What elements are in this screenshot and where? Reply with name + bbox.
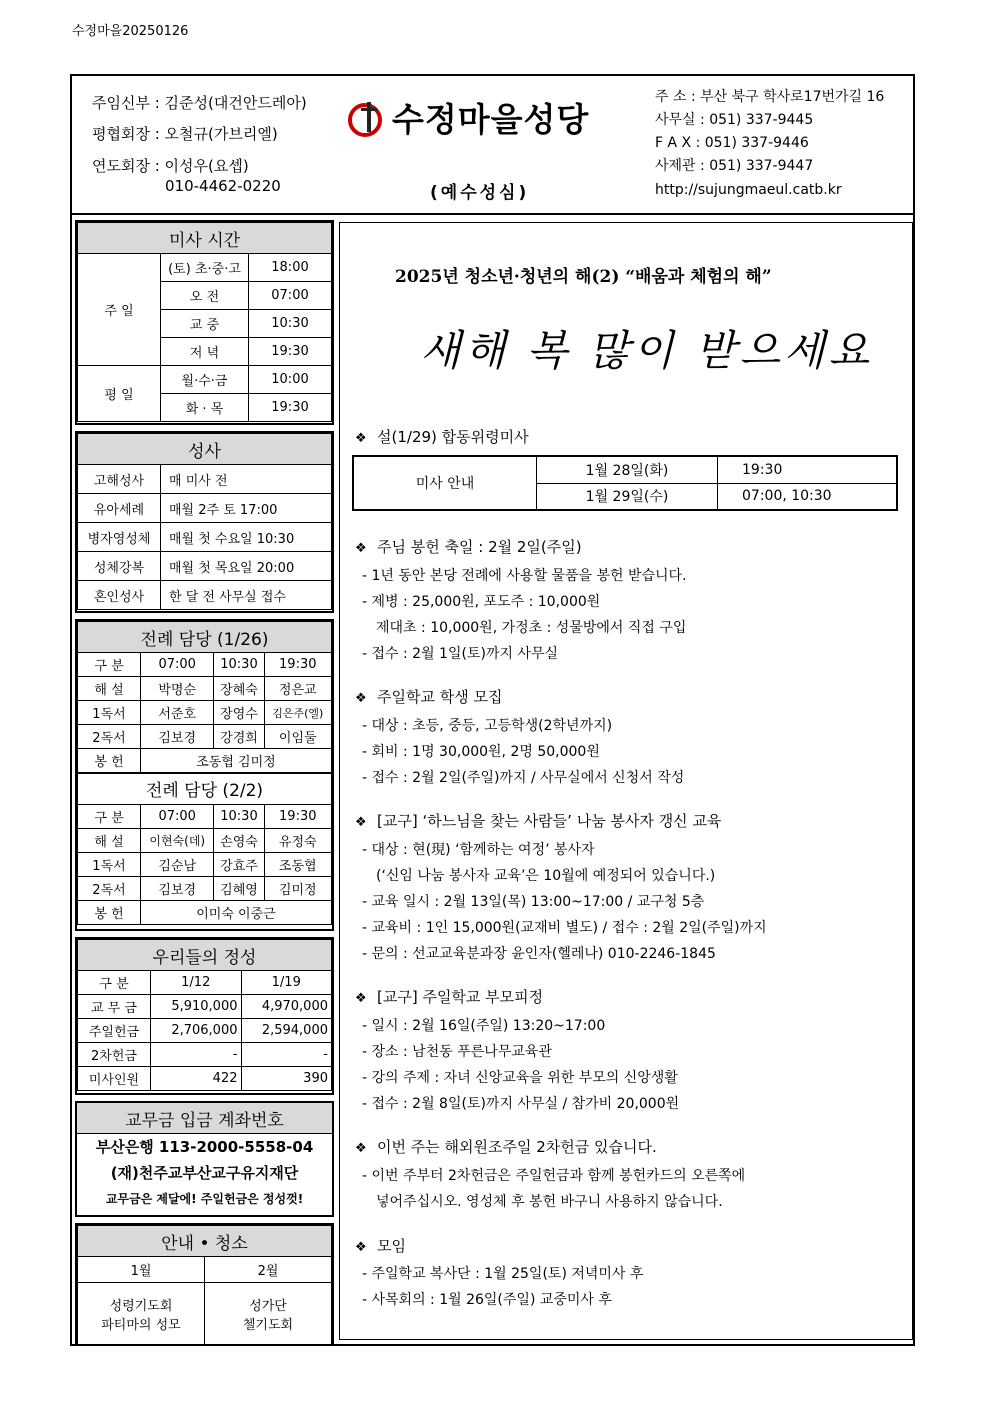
diamond-bullet-icon: ❖ xyxy=(355,1141,367,1156)
header-divider xyxy=(70,213,915,215)
church-logo-icon xyxy=(347,98,387,138)
liturgy-role: 봉 헌 xyxy=(78,900,141,924)
liturgy-person: 김미정 xyxy=(264,876,331,900)
cleaning-month: 1월 xyxy=(78,1257,205,1283)
text-line: - 장소 : 남천동 푸른나무교육관 xyxy=(362,1044,552,1060)
liturgy-person: 김은주(엘) xyxy=(264,701,331,725)
donation-amount: - xyxy=(241,1043,332,1067)
section-heading: ❖ 설(1/29) 합동위령미사 xyxy=(355,428,529,446)
liturgy-person: 김혜영 xyxy=(214,876,264,900)
donation-header: 1/12 xyxy=(151,971,242,995)
liturgy-header: 구 분 xyxy=(78,804,141,828)
mass-time: 18:00 xyxy=(249,254,332,282)
section-heading: ❖ [교구] 주일학교 부모피정 xyxy=(355,988,544,1006)
account-title: 교무금 입금 계좌번호 xyxy=(77,1103,332,1134)
liturgy-person: 서준호 xyxy=(141,701,214,725)
fax-number: F A X : 051) 337-9446 xyxy=(655,135,809,151)
liturgy-role: 해 설 xyxy=(78,828,141,852)
section-heading: ❖ 모임 xyxy=(355,1237,406,1255)
pastor-info: 주임신부 : 김준성(대건안드레아) xyxy=(92,94,307,112)
liturgy-person: 손영숙 xyxy=(214,828,264,852)
sacrament-schedule: 매월 첫 목요일 20:00 xyxy=(161,552,332,581)
sunday-label: 주 일 xyxy=(78,254,161,366)
memorial-time: 07:00, 10:30 xyxy=(718,483,897,510)
liturgy-role: 2독서 xyxy=(78,725,141,749)
liturgy-person: 김보경 xyxy=(141,876,214,900)
mass-times-box xyxy=(75,220,334,425)
account-note: 교무금은 제달에! 주일헌금은 정성껏! xyxy=(105,1192,304,1206)
mass-time: 07:00 xyxy=(249,282,332,310)
mass-name: 교 중 xyxy=(161,310,249,338)
text-line: - 주일학교 복사단 : 1월 25일(토) 저녁미사 후 xyxy=(362,1266,644,1282)
text-line: 제대초 : 10,000원, 가정초 : 성물방에서 직접 구입 xyxy=(376,620,687,636)
cleaning-box xyxy=(75,1223,334,1346)
text-line: - 대상 : 초등, 중등, 고등학생(2학년까지) xyxy=(362,718,613,734)
offering-persons: 이미숙 이중근 xyxy=(141,900,332,924)
cleaning-group: 성가단 xyxy=(249,1298,287,1314)
year-theme-title: 2025년 청소년·청년의 해(2) “배움과 체험의 해” xyxy=(395,267,772,287)
donation-category: 미사인원 xyxy=(78,1067,151,1091)
weekday-label: 평 일 xyxy=(78,366,161,422)
cleaning-groups-jan xyxy=(78,1283,205,1345)
liturgy-header: 19:30 xyxy=(264,653,331,677)
liturgy-header: 19:30 xyxy=(264,804,331,828)
memorial-date: 1월 28일(화) xyxy=(537,457,718,484)
offering-persons: 조동협 김미정 xyxy=(141,749,332,773)
mass-name: 저 녁 xyxy=(161,338,249,366)
donation-category: 2차헌금 xyxy=(78,1043,151,1067)
mass-name: (토) 초·중·고 xyxy=(161,254,249,282)
liturgy-person: 김순남 xyxy=(141,852,214,876)
cleaning-groups-feb xyxy=(205,1283,332,1345)
mass-info-label: 미사 안내 xyxy=(354,457,537,510)
liturgy-role: 1독서 xyxy=(78,701,141,725)
liturgy-role: 1독서 xyxy=(78,852,141,876)
text-line: - 제병 : 25,000원, 포도주 : 10,000원 xyxy=(362,594,601,610)
liturgy-header: 07:00 xyxy=(141,653,214,677)
memorial-date: 1월 29일(수) xyxy=(537,483,718,510)
section-heading: ❖ 주일학교 학생 모집 xyxy=(355,688,503,706)
donation-amount: 4,970,000 xyxy=(241,995,332,1019)
text-line: - 접수 : 2월 2일(주일)까지 / 사무실에서 신청서 작성 xyxy=(362,770,685,786)
mass-time: 19:30 xyxy=(249,394,332,422)
section-heading: ❖ [교구] ‘하느님을 찾는 사람들’ 나눔 봉사자 갱신 교육 xyxy=(355,812,722,830)
mass-times-title: 미사 시간 xyxy=(78,223,332,254)
account-box xyxy=(75,1101,334,1217)
liturgy-person: 박명순 xyxy=(141,677,214,701)
liturgy-person: 정은교 xyxy=(264,677,331,701)
mass-name: 오 전 xyxy=(161,282,249,310)
text-line: - 이번 주부터 2차헌금은 주일헌금과 함께 봉헌카드의 오른쪽에 xyxy=(362,1168,746,1184)
sacrament-schedule: 한 달 전 사무실 접수 xyxy=(161,581,332,610)
liturgy-person: 이현숙(데) xyxy=(141,828,214,852)
diamond-bullet-icon: ❖ xyxy=(355,815,367,830)
sacrament-name: 유아세례 xyxy=(78,494,161,523)
church-name: 수정마을성당 xyxy=(392,100,590,139)
sacrament-name: 혼인성사 xyxy=(78,581,161,610)
cleaning-month: 2월 xyxy=(205,1257,332,1283)
elder-phone: 010-4462-0220 xyxy=(165,177,281,195)
rectory-phone: 사제관 : 051) 337-9447 xyxy=(655,158,814,174)
liturgy-header: 10:30 xyxy=(214,653,264,677)
liturgy-header: 구 분 xyxy=(78,653,141,677)
donation-category: 주일헌금 xyxy=(78,1019,151,1043)
liturgy-role: 2독서 xyxy=(78,876,141,900)
text-line: - 강의 주제 : 자녀 신앙교육을 위한 부모의 신앙생활 xyxy=(362,1070,678,1086)
mass-time: 19:30 xyxy=(249,338,332,366)
liturgy-person: 김보경 xyxy=(141,725,214,749)
liturgy-header: 07:00 xyxy=(141,804,214,828)
sacrament-name: 고해성사 xyxy=(78,465,161,494)
liturgy-person: 유정숙 xyxy=(264,828,331,852)
sacraments-box xyxy=(75,431,334,613)
sacrament-name: 성체강복 xyxy=(78,552,161,581)
donation-amount: 2,594,000 xyxy=(241,1019,332,1043)
liturgy-person: 장영수 xyxy=(214,701,264,725)
memorial-mass-table xyxy=(352,455,898,511)
liturgy-box xyxy=(75,619,334,931)
new-year-greeting: 새해 복 많이 받으세요 xyxy=(420,326,874,375)
elder-info: 연도회장 : 이성우(요셉) xyxy=(92,157,249,175)
cleaning-title: 안내 • 청소 xyxy=(78,1226,332,1257)
liturgy-person: 강경희 xyxy=(214,725,264,749)
text-line: - 교육비 : 1인 15,000원(교재비 별도) / 접수 : 2월 2일(주일)까지 xyxy=(362,920,767,936)
bank-account: 부산은행 113-2000-5558-04 xyxy=(95,1138,314,1157)
memorial-time: 19:30 xyxy=(718,457,897,484)
liturgy-person: 이임둘 xyxy=(264,725,331,749)
sacrament-schedule: 매월 2주 토 17:00 xyxy=(161,494,332,523)
donation-header: 구 분 xyxy=(78,971,151,995)
diamond-bullet-icon: ❖ xyxy=(355,1240,367,1255)
mass-time: 10:30 xyxy=(249,310,332,338)
donations-box xyxy=(75,937,334,1095)
text-line: - 접수 : 2월 1일(토)까지 사무실 xyxy=(362,646,558,662)
office-phone: 사무실 : 051) 337-9445 xyxy=(655,112,814,128)
text-line: - 접수 : 2월 8일(토)까지 사무실 / 참가비 20,000원 xyxy=(362,1096,680,1112)
donation-amount: - xyxy=(151,1043,242,1067)
sacraments-title: 성사 xyxy=(78,434,332,465)
document-id: 수정마을20250126 xyxy=(72,24,189,39)
liturgy-person: 조동협 xyxy=(264,852,331,876)
sacrament-name: 병자영성체 xyxy=(78,523,161,552)
donation-header: 1/19 xyxy=(241,971,332,995)
donation-amount: 2,706,000 xyxy=(151,1019,242,1043)
donations-title: 우리들의 정성 xyxy=(78,940,332,971)
liturgy-person: 장혜숙 xyxy=(214,677,264,701)
mass-name: 월·수·금 xyxy=(161,366,249,394)
diamond-bullet-icon: ❖ xyxy=(355,431,367,446)
cleaning-group: 첼기도회 xyxy=(242,1317,294,1333)
sacrament-schedule: 매 미사 전 xyxy=(161,465,332,494)
text-line: - 사목회의 : 1월 26일(주일) 교중미사 후 xyxy=(362,1292,612,1308)
parish-motto: (예수성심) xyxy=(430,183,530,203)
account-holder: (재)천주교부산교구유지재단 xyxy=(110,1164,299,1182)
donation-category: 교 무 금 xyxy=(78,995,151,1019)
text-line: - 1년 동안 본당 전례에 사용할 물품을 봉헌 받습니다. xyxy=(362,568,687,584)
liturgy-header: 10:30 xyxy=(214,804,264,828)
text-line: - 교육 일시 : 2월 13일(목) 13:00~17:00 / 교구청 5층 xyxy=(362,894,705,910)
text-line: - 회비 : 1명 30,000원, 2명 50,000원 xyxy=(362,744,600,760)
donation-amount: 422 xyxy=(151,1067,242,1091)
text-line: - 일시 : 2월 16일(주일) 13:20~17:00 xyxy=(362,1018,606,1034)
website-link[interactable]: http://sujungmaeul.catb.kr xyxy=(655,182,842,198)
section-heading: ❖ 주님 봉헌 축일 : 2월 2일(주일) xyxy=(355,538,582,556)
liturgy-title-jan26: 전례 담당 (1/26) xyxy=(78,622,332,653)
text-line: - 문의 : 선교교육분과장 윤인자(헬레나) 010-2246-1845 xyxy=(362,946,716,962)
liturgy-title-feb2: 전례 담당 (2/2) xyxy=(78,773,332,805)
diamond-bullet-icon: ❖ xyxy=(355,691,367,706)
text-line: 넣어주십시오. 영성체 후 봉헌 바구니 사용하지 않습니다. xyxy=(376,1194,723,1210)
section-heading: ❖ 이번 주는 해외원조주일 2차헌금 있습니다. xyxy=(355,1138,657,1156)
council-info: 평협회장 : 오철규(가브리엘) xyxy=(92,125,278,143)
liturgy-role: 봉 헌 xyxy=(78,749,141,773)
mass-time: 10:00 xyxy=(249,366,332,394)
liturgy-person: 강효주 xyxy=(214,852,264,876)
diamond-bullet-icon: ❖ xyxy=(355,991,367,1006)
text-line: - 대상 : 현(現) ‘함께하는 여정’ 봉사자 xyxy=(362,842,595,858)
address: 주 소 : 부산 북구 학사로17번가길 16 xyxy=(655,89,885,105)
donation-amount: 5,910,000 xyxy=(151,995,242,1019)
text-line: (‘신임 나눔 봉사자 교육’은 10월에 예정되어 있습니다.) xyxy=(376,868,716,884)
cleaning-group: 파티마의 성모 xyxy=(101,1317,181,1333)
liturgy-role: 해 설 xyxy=(78,677,141,701)
diamond-bullet-icon: ❖ xyxy=(355,541,367,556)
sacrament-schedule: 매월 첫 수요일 10:30 xyxy=(161,523,332,552)
donation-amount: 390 xyxy=(241,1067,332,1091)
mass-name: 화 · 목 xyxy=(161,394,249,422)
cleaning-group: 성령기도회 xyxy=(109,1298,173,1314)
